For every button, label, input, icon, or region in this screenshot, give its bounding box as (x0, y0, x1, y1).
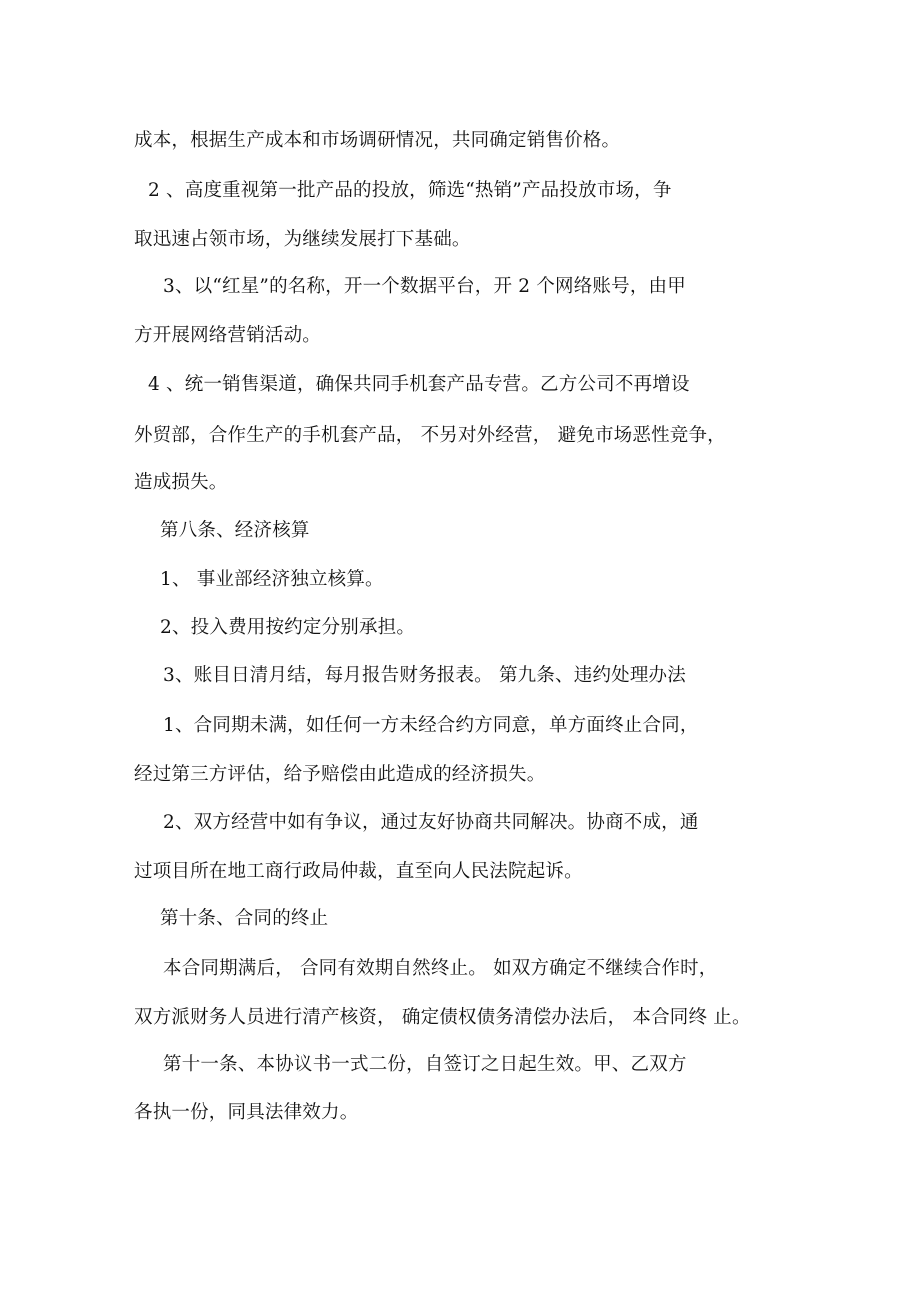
paragraph-line: 造成损失。 (134, 472, 228, 493)
paragraph-line: 2 、高度重视第一批产品的投放，筛选“热销”产品投放市场，争 (148, 180, 672, 201)
paragraph-line: 3、以“红星”的名称，开一个数据平台，开 2 个网络账号，由甲 (163, 276, 686, 297)
paragraph-line: 本合同期满后， 合同有效期自然终止。 如双方确定不继续合作时， (163, 958, 718, 979)
paragraph-line: 过项目所在地工商行政局仲裁，直至向人民法院起诉。 (134, 861, 583, 882)
paragraph-line: 3、账目日清月结，每月报告财务报表。 第九条、违约处理办法 (163, 665, 686, 686)
paragraph-line: 4 、统一销售渠道，确保共同手机套产品专营。乙方公司不再增设 (148, 374, 690, 395)
paragraph-line: 1、 事业部经济独立核算。 (160, 569, 384, 590)
section-heading: 第十条、合同的终止 (160, 908, 329, 929)
paragraph-line: 2、双方经营中如有争议，通过友好协商共同解决。协商不成，通 (163, 812, 699, 833)
paragraph-line: 方开展网络营销活动。 (134, 325, 322, 346)
paragraph-line: 取迅速占领市场，为继续发展打下基础。 (134, 229, 471, 250)
paragraph-line: 经过第三方评估，给予赔偿由此造成的经济损失。 (134, 764, 546, 785)
paragraph-line: 成本，根据生产成本和市场调研情况，共同确定销售价格。 (134, 130, 621, 151)
paragraph-line: 2、投入费用按约定分别承担。 (160, 617, 416, 638)
paragraph-line: 双方派财务人员进行清产核资， 确定债权债务清偿办法后， 本合同终 止。 (134, 1007, 751, 1028)
paragraph-line: 外贸部，合作生产的手机套产品， 不另对外经营， 避免市场恶性竞争， (134, 425, 726, 446)
paragraph-line: 第十一条、本协议书一式二份，自签订之日起生效。甲、乙双方 (163, 1054, 687, 1075)
paragraph-line: 各执一份，同具法律效力。 (134, 1102, 359, 1123)
section-heading: 第八条、经济核算 (160, 520, 310, 541)
paragraph-line: 1、合同期未满，如任何一方未经合约方同意，单方面终止合同， (163, 715, 699, 736)
